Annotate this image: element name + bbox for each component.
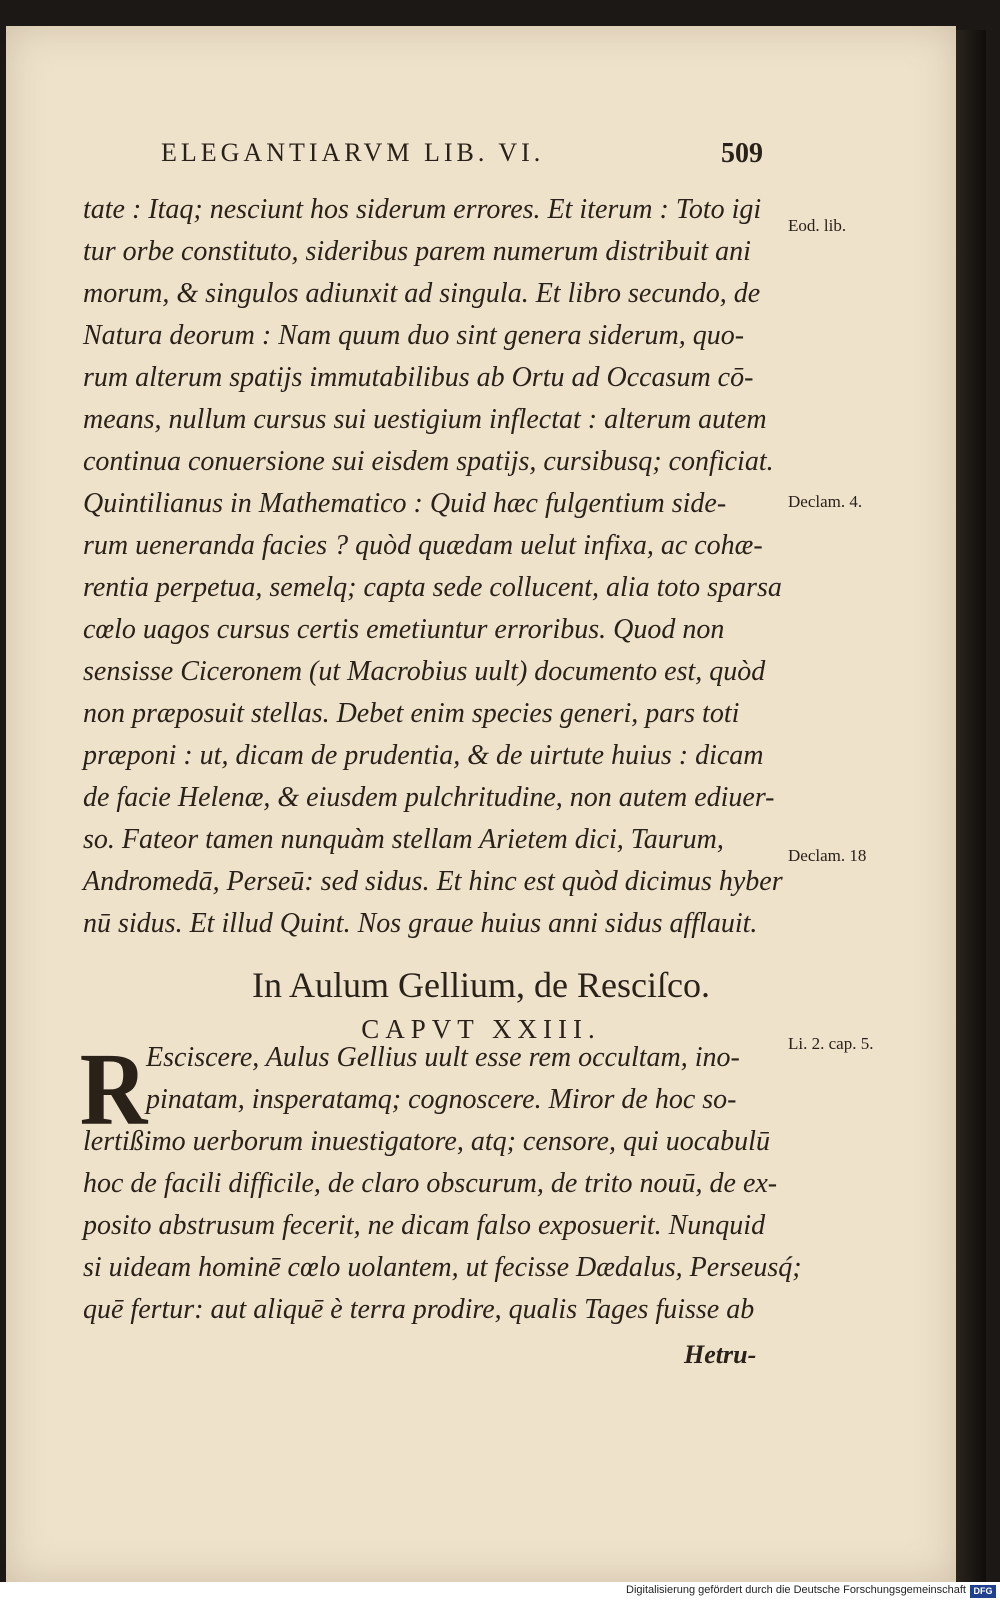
text-line: Quintilianus in Mathematico : Quid hæc fulgentium side- (83, 488, 727, 519)
text-line: Andromedā, Perseū: sed sidus. Et hinc est quòd dicimus hyber (83, 866, 783, 897)
text-line: cœlo uagos cursus certis emetiuntur erroribus. Quod non (83, 614, 725, 645)
text-line: sensisse Ciceronem (ut Macrobius uult) documento est, quòd (83, 656, 766, 687)
footer-credit: Digitalisierung gefördert durch die Deutsche Forschungsgemeinschaft (626, 1584, 966, 1596)
text-line: Esciscere, Aulus Gellius uult esse rem occultam, ino- (146, 1042, 740, 1073)
scan-border (956, 30, 986, 1582)
text-line: rum alterum spatijs immutabilibus ab Ortu ad Occasum cō- (83, 362, 754, 393)
text-line: lertißimo uerborum inuestigatore, atq; censore, qui uocabulū (83, 1126, 770, 1157)
chapter-heading: In Aulum Gellium, de Resciſco. (252, 965, 710, 1005)
chapter-number: CAPVT XXIII. (361, 1014, 601, 1044)
page-number: 509 (721, 138, 763, 169)
book-page (6, 26, 956, 1582)
dfg-logo-icon: DFG (970, 1585, 996, 1598)
running-head: ELEGANTIARVM LIB. VI. (161, 138, 545, 167)
text-line: de facie Helenæ, & eiusdem pulchritudine, non autem ediuer- (83, 782, 775, 813)
text-line: posito abstrusum fecerit, ne dicam falso exposuerit. Nunquid (83, 1210, 766, 1241)
text-line: rum ueneranda facies ? quòd quædam uelut infixa, ac cohæ- (83, 530, 763, 561)
text-line: si uideam hominē cœlo uolantem, ut fecisse Dædalus, Perseusq́; (83, 1252, 802, 1283)
drop-cap: R (79, 1032, 148, 1147)
text-line: tur orbe constituto, sideribus parem numerum distribuit ani (83, 236, 751, 267)
text-line: non præposuit stellas. Debet enim species generi, pars toti (83, 698, 740, 729)
text-line: morum, & singulos adiunxit ad singula. Et libro secundo, de (83, 278, 761, 309)
marginal-note: Li. 2. cap. 5. (788, 1034, 874, 1053)
text-line: hoc de facili difficile, de claro obscurum, de trito nouū, de ex- (83, 1168, 778, 1199)
text-line: continua conuersione sui eisdem spatijs, cursibusq; conficiat. (83, 446, 774, 477)
footer-bar (0, 1582, 1000, 1602)
marginal-note: Declam. 4. (788, 492, 863, 511)
text-line: Natura deorum : Nam quum duo sint genera siderum, quo- (83, 320, 745, 351)
marginal-note: Eod. lib. (788, 216, 847, 235)
text-line: quē fertur: aut aliquē è terra prodire, qualis Tages fuisse ab (83, 1294, 755, 1325)
text-line: rentia perpetua, semelq; capta sede collucent, alia toto sparsa (83, 572, 782, 603)
text-line: means, nullum cursus sui uestigium inflectat : alterum autem (83, 404, 767, 435)
text-line: pinatam, insperatamq; cognoscere. Miror de hoc so- (146, 1084, 737, 1115)
text-line: tate : Itaq; nesciunt hos siderum errores. Et iterum : Toto igi (83, 194, 762, 225)
catchword: Hetru- (684, 1340, 757, 1369)
text-line: nū sidus. Et illud Quint. Nos graue huius anni sidus afflauit. (83, 908, 758, 939)
marginal-note: Declam. 18 (788, 846, 867, 865)
text-line: so. Fateor tamen nunquàm stellam Arietem dici, Taurum, (83, 824, 724, 855)
text-line: præponi : ut, dicam de prudentia, & de uirtute huius : dicam (83, 740, 764, 771)
